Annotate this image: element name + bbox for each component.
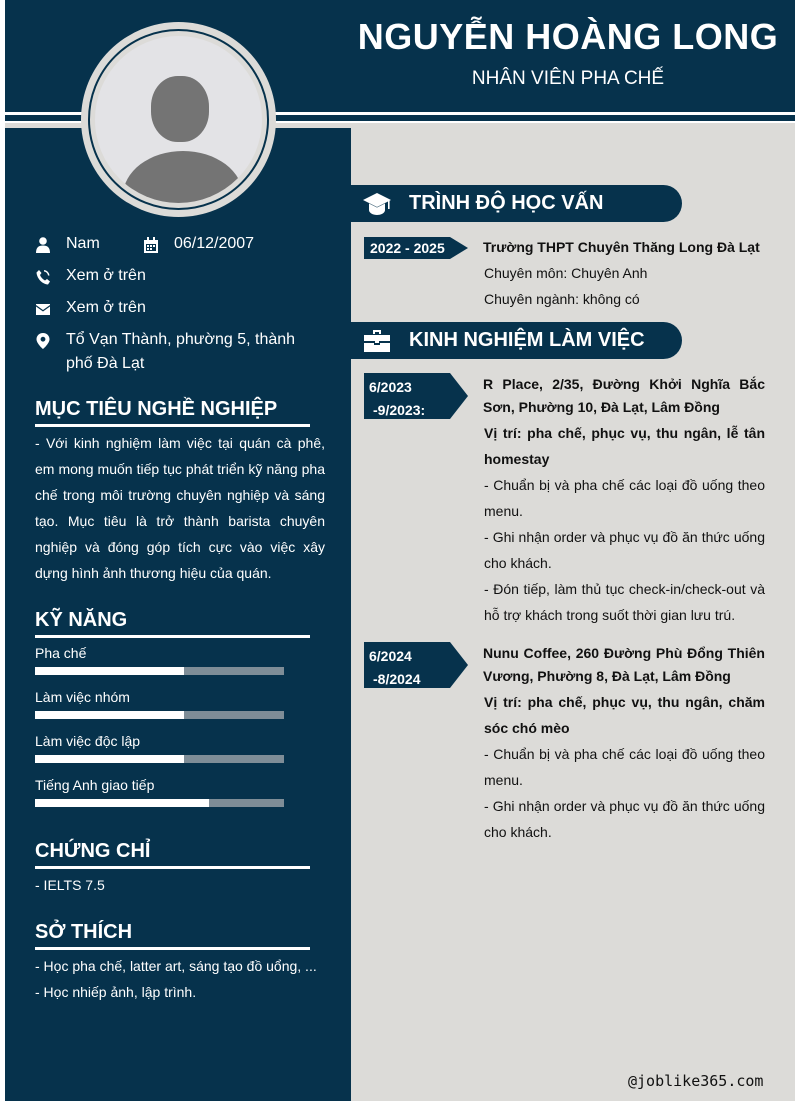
hobbies-heading: SỞ THÍCH	[35, 921, 310, 950]
job-place: Nunu Coffee, 260 Đường Phù Đổng Thiên Vương, Phường 8, Đà Lạt, Lâm Đồng	[483, 645, 765, 684]
job-position: Vị trí: pha chế, phục vụ, thu ngân, lễ tân homestay	[484, 425, 765, 467]
skill-label: Làm việc độc lập	[35, 733, 141, 749]
avatar-body-shape	[123, 151, 243, 203]
avatar	[95, 36, 262, 203]
objective-text: - Với kinh nghiệm làm việc tại quán cà phê, em mong muốn tiếp tục phát triển kỹ năng pha chế trong môi trường chuyên nghiệp và sáng tạo. Mục tiêu là trở thành barista chuyên nghiệp và đóng góp tích cực vào việc xây dựng hình ảnh thương hiệu của quán.	[35, 435, 325, 581]
education-heading: TRÌNH ĐỘ HỌC VẤN	[409, 192, 604, 214]
hobby-item: - Học nhiếp ảnh, lập trình.	[35, 984, 197, 1000]
job-duty: - Ghi nhận order và phục vụ đồ ăn thức uống cho khách.	[484, 798, 765, 840]
objective-heading: MỤC TIÊU NGHỀ NGHIỆP	[35, 398, 310, 427]
user-icon	[36, 237, 50, 253]
education-banner	[351, 185, 682, 222]
email-row	[36, 300, 146, 320]
skill-bar-fill	[35, 667, 184, 675]
phone-row	[36, 268, 146, 288]
job-period-start: 6/2023	[369, 379, 412, 395]
job-period-tag	[364, 642, 450, 688]
cv-page	[5, 0, 795, 1101]
gender-row	[36, 236, 100, 256]
education-major: Chuyên ngành: không có	[484, 291, 640, 307]
watermark: @joblike365.com	[628, 1072, 764, 1090]
candidate-name: NGUYỄN HOÀNG LONG	[357, 16, 779, 57]
phone-icon	[36, 269, 50, 285]
skill-label: Tiếng Anh giao tiếp	[35, 777, 155, 793]
skill-bar	[35, 755, 284, 763]
education-period-tag: 2022 - 2025	[364, 237, 450, 259]
job-duty: - Đón tiếp, làm thủ tục check-in/check-out và hỗ trợ khách trong suốt thời gian lưu trú.	[484, 581, 765, 623]
graduation-cap-icon	[363, 191, 391, 217]
skills-heading: KỸ NĂNG	[35, 609, 310, 638]
email-value[interactable]: Xem ở trên	[66, 299, 146, 316]
skill-bar-fill	[35, 755, 184, 763]
job-period-end: -8/2024	[373, 671, 421, 687]
address-row	[36, 332, 326, 376]
skill-bar	[35, 799, 284, 807]
birthday-row	[144, 236, 254, 256]
gender-value: Nam	[66, 235, 100, 252]
job-period-start: 6/2024	[369, 648, 412, 664]
calendar-icon	[144, 237, 158, 253]
education-specialty: Chuyên môn: Chuyên Anh	[484, 265, 648, 281]
envelope-icon	[36, 301, 50, 317]
experience-heading: KINH NGHIỆM LÀM VIỆC	[409, 329, 645, 351]
skill-label: Làm việc nhóm	[35, 689, 130, 705]
job-position: Vị trí: pha chế, phục vụ, thu ngân, chăm sóc chó mèo	[484, 694, 765, 736]
job-period-tag	[364, 373, 450, 419]
hobby-item: - Học pha chế, latter art, sáng tạo đồ uổng, ...	[35, 958, 317, 974]
birthday-value: 06/12/2007	[174, 235, 255, 252]
job-duty: - Ghi nhận order và phục vụ đồ ăn thức uống cho khách.	[484, 529, 765, 571]
job-place: R Place, 2/35, Đường Khởi Nghĩa Bắc Sơn, Phường 10, Đà Lạt, Lâm Đồng	[483, 376, 765, 415]
avatar-head-shape	[151, 76, 209, 142]
job-duty: - Chuẩn bị và pha chế các loại đồ uống theo menu.	[484, 746, 765, 788]
skill-bar	[35, 711, 284, 719]
skill-label: Pha chế	[35, 645, 87, 661]
phone-value[interactable]: Xem ở trên	[66, 267, 146, 284]
location-pin-icon	[36, 333, 50, 349]
briefcase-icon	[363, 328, 391, 354]
experience-banner	[351, 322, 682, 359]
skill-bar-fill	[35, 711, 184, 719]
job-duty: - Chuẩn bị và pha chế các loại đồ uống theo menu.	[484, 477, 765, 519]
job-period-end: -9/2023:	[373, 402, 426, 418]
certificates-heading: CHỨNG CHỈ	[35, 840, 310, 869]
skill-bar-fill	[35, 799, 209, 807]
skill-bar	[35, 667, 284, 675]
address-value: Tổ Vạn Thành, phường 5, thành phố Đà Lạt	[66, 331, 296, 372]
certificate-item: - IELTS 7.5	[35, 877, 105, 893]
candidate-job-title: NHÂN VIÊN PHA CHẾ	[471, 68, 665, 89]
education-school: Trường THPT Chuyên Thăng Long Đà Lạt	[483, 239, 760, 255]
